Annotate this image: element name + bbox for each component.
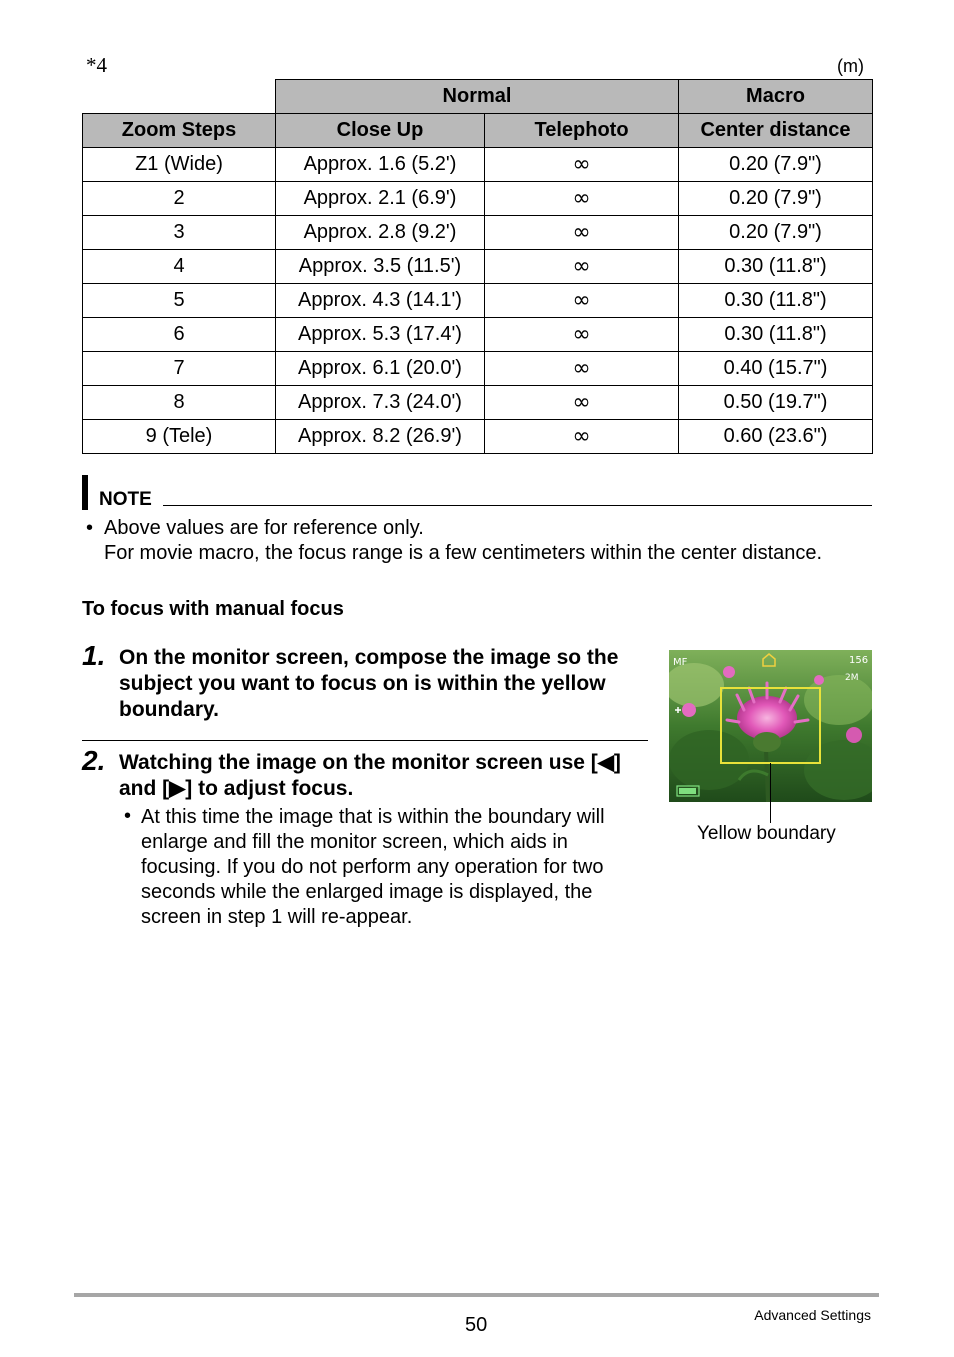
column-header: Zoom Steps: [83, 114, 276, 148]
table-cell: 0.20 (7.9"): [679, 182, 873, 216]
table-cell: 0.60 (23.6"): [679, 420, 873, 454]
table-row: [83, 284, 873, 318]
table-row: [83, 182, 873, 216]
focus-range-table: [82, 79, 873, 454]
table-body: [83, 148, 873, 454]
mode-indicator: MF: [673, 657, 688, 668]
table-cell: ∞: [485, 284, 679, 318]
table-corner: [83, 80, 276, 114]
table-cell: 9 (Tele): [83, 420, 276, 454]
section-name: Advanced Settings: [754, 1307, 871, 1323]
table-cell: 4: [83, 250, 276, 284]
table-cell: ∞: [485, 250, 679, 284]
unit-label: (m): [837, 56, 864, 76]
table-cell: 3: [83, 216, 276, 250]
step-detail: At this time the image that is within the boundary will enlarge and fill the monitor screen, which aids in focusing. If you do not perform any operation for two seconds while the enlarged image is displayed, the screen in step 1 will re-appear.: [141, 806, 605, 928]
note-label: NOTE: [99, 489, 152, 510]
table-row: [83, 318, 873, 352]
table-cell: 8: [83, 386, 276, 420]
table-cell: ∞: [485, 318, 679, 352]
table-row: [83, 420, 873, 454]
table-cell: Z1 (Wide): [83, 148, 276, 182]
step-divider: [82, 740, 648, 741]
shot-count: 156: [849, 655, 869, 666]
table-cell: 7: [83, 352, 276, 386]
step-number: 2.: [82, 745, 106, 776]
table-cell: ∞: [485, 182, 679, 216]
table-cell: Approx. 1.6 (5.2'): [276, 148, 485, 182]
table-cell: ∞: [485, 386, 679, 420]
image-size: 2M: [845, 673, 859, 683]
column-header: Telephoto: [485, 114, 679, 148]
table-row: [83, 216, 873, 250]
step-number: 1.: [82, 640, 106, 671]
table-cell: 0.30 (11.8"): [679, 250, 873, 284]
table-cell: Approx. 7.3 (24.0'): [276, 386, 485, 420]
note-line: For movie macro, the focus range is a few centimeters within the center distance.: [104, 542, 823, 564]
table-cell: Approx. 3.5 (11.5'): [276, 250, 485, 284]
table-cell: Approx. 6.1 (20.0'): [276, 352, 485, 386]
table-cell: 0.20 (7.9"): [679, 148, 873, 182]
bullet: •: [86, 517, 94, 539]
table-cell: 0.20 (7.9"): [679, 216, 873, 250]
note-divider: [163, 505, 872, 506]
table-row: [83, 250, 873, 284]
table-cell: ∞: [485, 148, 679, 182]
table-cell: 0.40 (15.7"): [679, 352, 873, 386]
table-row: [83, 386, 873, 420]
callout-line: [770, 763, 771, 823]
table-cell: Approx. 2.1 (6.9'): [276, 182, 485, 216]
table-cell: ∞: [485, 420, 679, 454]
table-cell: ∞: [485, 352, 679, 386]
table-cell: 5: [83, 284, 276, 318]
footnote-mark: *4: [86, 53, 107, 77]
table-row: [83, 148, 873, 182]
note-line: Above values are for reference only.: [104, 517, 424, 539]
step-text: Watching the image on the monitor screen use [◀] and [▶] to adjust focus.: [119, 751, 621, 800]
group-header-macro: Macro: [679, 80, 873, 114]
step-text: On the monitor screen, compose the image so the subject you want to focus on is within the yellow boundary.: [119, 646, 619, 721]
column-header: Center distance: [679, 114, 873, 148]
table-cell: 6: [83, 318, 276, 352]
group-header-normal: Normal: [276, 80, 679, 114]
section-heading: To focus with manual focus: [82, 598, 344, 620]
table-cell: Approx. 4.3 (14.1'): [276, 284, 485, 318]
page-number: 50: [465, 1314, 488, 1336]
table-cell: Approx. 5.3 (17.4'): [276, 318, 485, 352]
table-row: [83, 352, 873, 386]
footer-divider: [74, 1293, 879, 1297]
note-text: [86, 516, 822, 566]
table-cell: Approx. 8.2 (26.9'): [276, 420, 485, 454]
column-header: Close Up: [276, 114, 485, 148]
table-cell: Approx. 2.8 (9.2'): [276, 216, 485, 250]
table-cell: ∞: [485, 216, 679, 250]
table-cell: 0.50 (19.7"): [679, 386, 873, 420]
table-cell: 0.30 (11.8"): [679, 284, 873, 318]
photo-caption: Yellow boundary: [697, 823, 836, 844]
table-cell: 2: [83, 182, 276, 216]
bullet: •: [124, 805, 132, 827]
note-marker: [82, 475, 88, 510]
table-cell: 0.30 (11.8"): [679, 318, 873, 352]
